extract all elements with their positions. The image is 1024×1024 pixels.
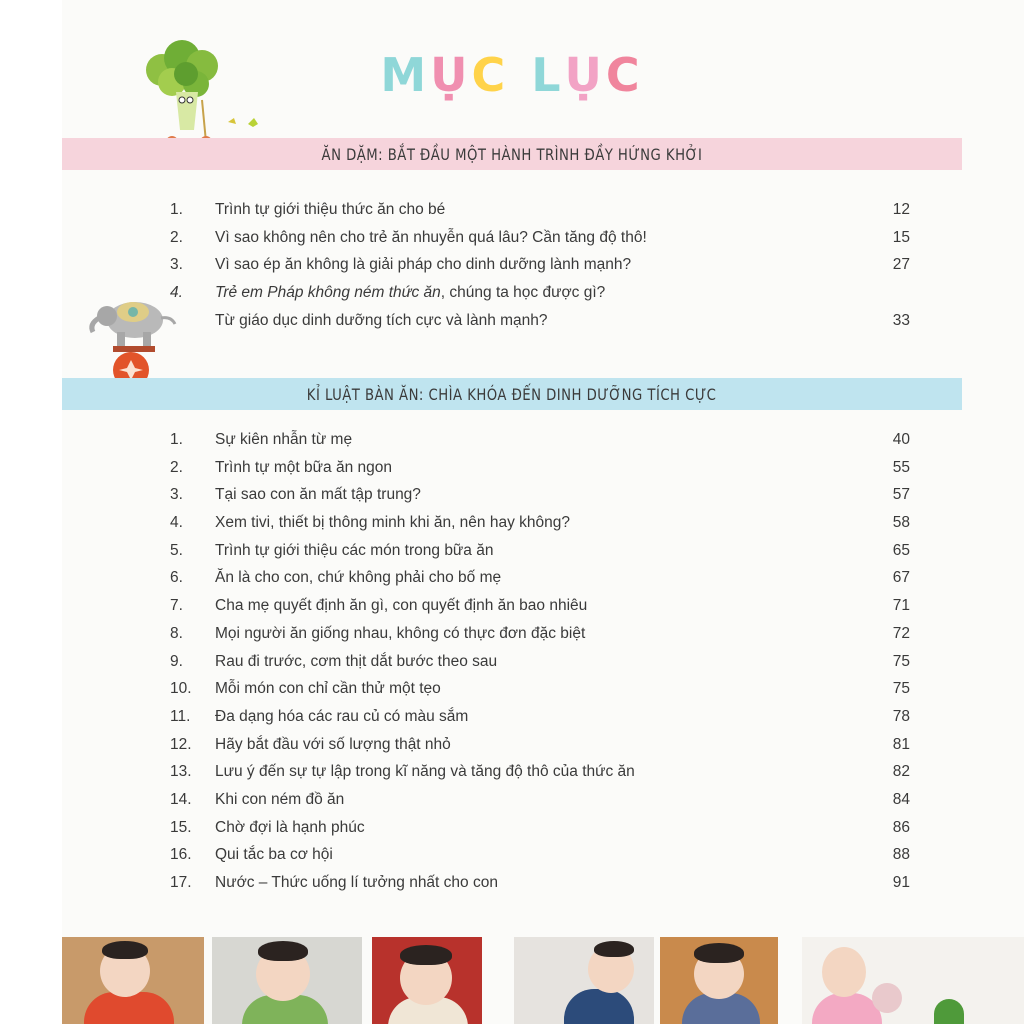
item-title-italic: Trẻ em Pháp không ném thức ăn bbox=[215, 284, 441, 302]
item-title: Nước – Thức uống lí tưởng nhất cho con bbox=[215, 874, 498, 891]
item-title: Chờ đợi là hạnh phúc bbox=[215, 818, 365, 836]
item-number: 3. bbox=[170, 256, 183, 274]
item-page: 82 bbox=[892, 763, 910, 781]
item-title: Tại sao con ăn mất tập trung? bbox=[215, 486, 421, 504]
item-number: 9. bbox=[170, 652, 183, 670]
baby-photo bbox=[62, 937, 204, 1024]
item-title: Khi con ném đồ ăn bbox=[215, 790, 345, 808]
item-page: 55 bbox=[892, 458, 910, 476]
elephant-on-tomato-icon bbox=[85, 292, 185, 392]
photo-strip bbox=[62, 937, 1024, 1024]
baby-photo bbox=[212, 937, 362, 1024]
toc-row bbox=[170, 426, 910, 454]
toc-row bbox=[170, 481, 910, 509]
item-number: 1. bbox=[170, 201, 183, 218]
toc-section-2 bbox=[170, 426, 910, 897]
item-title: Xem tivi, thiết bị thông minh khi ăn, nên hay không? bbox=[215, 514, 570, 532]
item-title: Lưu ý đến sự tự lập trong kĩ năng và tăng độ thô của thức ăn bbox=[215, 763, 635, 781]
title-letter: C bbox=[605, 48, 644, 102]
item-page: 91 bbox=[892, 874, 910, 891]
item-number: 11. bbox=[170, 707, 191, 725]
item-title: Trình tự giới thiệu các món trong bữa ăn bbox=[215, 541, 494, 559]
item-number: 16. bbox=[170, 846, 192, 864]
item-number: 1. bbox=[170, 431, 183, 448]
toc-row bbox=[170, 758, 910, 786]
baby-photo bbox=[802, 937, 1024, 1024]
toc-row bbox=[170, 307, 910, 335]
section-heading-band-1 bbox=[62, 138, 962, 170]
item-title: Qui tắc ba cơ hội bbox=[215, 846, 333, 864]
section-heading-2: KỈ LUẬT BÀN ĂN: CHÌA KHÓA ĐẾN DINH DƯỠNG TÍCH CỰC bbox=[307, 384, 717, 404]
item-page: 72 bbox=[892, 624, 910, 642]
toc-row bbox=[170, 648, 910, 676]
toc-row bbox=[170, 786, 910, 814]
baby-photo bbox=[372, 937, 482, 1024]
toc-row bbox=[170, 509, 910, 537]
item-number: 15. bbox=[170, 818, 192, 836]
item-number: 6. bbox=[170, 569, 183, 587]
toc-row bbox=[170, 869, 910, 897]
item-page: 86 bbox=[892, 818, 910, 836]
item-title: Vì sao ép ăn không là giải pháp cho dinh dưỡng lành mạnh? bbox=[215, 256, 632, 274]
baby-photo bbox=[660, 937, 778, 1024]
item-number: 5. bbox=[170, 541, 183, 559]
toc-row bbox=[170, 279, 910, 307]
item-page: 40 bbox=[892, 431, 910, 448]
item-page: 33 bbox=[892, 311, 910, 329]
item-number: 12. bbox=[170, 735, 192, 753]
toc-row bbox=[170, 703, 910, 731]
item-page: 75 bbox=[892, 652, 910, 670]
item-title: Đa dạng hóa các rau củ có màu sắm bbox=[215, 707, 469, 725]
toc-row bbox=[170, 196, 910, 224]
title-letter: Ụ bbox=[564, 48, 606, 102]
item-title: Hãy bắt đầu với số lượng thật nhỏ bbox=[215, 735, 451, 753]
page-title bbox=[0, 48, 1024, 102]
item-page: 75 bbox=[892, 680, 910, 698]
item-title: Rau đi trước, cơm thịt dắt bước theo sau bbox=[215, 652, 498, 670]
item-number: 10. bbox=[170, 680, 192, 698]
item-page: 88 bbox=[892, 846, 910, 864]
toc-row bbox=[170, 841, 910, 869]
item-title: Sự kiên nhẫn từ mẹ bbox=[215, 431, 353, 448]
item-title: Từ giáo dục dinh dưỡng tích cực và lành mạnh? bbox=[215, 311, 548, 329]
item-page: 58 bbox=[892, 514, 910, 532]
item-number: 8. bbox=[170, 624, 183, 642]
item-number: 4. bbox=[170, 514, 183, 532]
toc-section-1 bbox=[170, 196, 910, 334]
item-number: 4. bbox=[170, 284, 183, 302]
title-letter: Ụ bbox=[430, 48, 472, 102]
item-page: 12 bbox=[892, 201, 910, 218]
toc-row bbox=[170, 564, 910, 592]
item-page: 67 bbox=[892, 569, 910, 587]
item-page: 15 bbox=[892, 228, 910, 246]
item-number: 13. bbox=[170, 763, 192, 781]
toc-row bbox=[170, 675, 910, 703]
title-letter: L bbox=[531, 48, 565, 102]
item-page: 84 bbox=[892, 790, 910, 808]
item-title: Mọi người ăn giống nhau, không có thực đơn đặc biệt bbox=[215, 624, 586, 642]
item-page: 71 bbox=[892, 597, 910, 615]
item-title: Mỗi món con chỉ cần thử một tẹo bbox=[215, 680, 441, 698]
toc-row bbox=[170, 814, 910, 842]
item-title bbox=[215, 279, 605, 307]
item-title: Trình tự một bữa ăn ngon bbox=[215, 458, 392, 476]
page-margin bbox=[0, 0, 62, 1024]
item-number: 17. bbox=[170, 874, 192, 891]
section-heading-band-2 bbox=[62, 378, 962, 410]
title-letter: M bbox=[380, 48, 431, 102]
toc-row bbox=[170, 592, 910, 620]
item-title: Vì sao không nên cho trẻ ăn nhuyễn quá lâu? Cần tăng độ thô! bbox=[215, 228, 647, 246]
item-page: 57 bbox=[892, 486, 910, 504]
item-number: 3. bbox=[170, 486, 183, 504]
baby-photo bbox=[514, 937, 654, 1024]
item-page: 78 bbox=[892, 707, 910, 725]
item-number: 2. bbox=[170, 228, 183, 246]
toc-row bbox=[170, 454, 910, 482]
item-number: 14. bbox=[170, 790, 192, 808]
title-letter: C bbox=[471, 48, 510, 102]
toc-row bbox=[170, 731, 910, 759]
toc-row bbox=[170, 251, 910, 279]
item-page: 27 bbox=[892, 256, 910, 274]
toc-row bbox=[170, 620, 910, 648]
item-number: 2. bbox=[170, 458, 183, 476]
item-page: 65 bbox=[892, 541, 910, 559]
item-page: 81 bbox=[892, 735, 910, 753]
item-number: 7. bbox=[170, 597, 183, 615]
item-title: Trình tự giới thiệu thức ăn cho bé bbox=[215, 201, 446, 218]
toc-row bbox=[170, 537, 910, 565]
item-title-rest: , chúng ta học được gì? bbox=[440, 284, 606, 302]
item-title: Cha mẹ quyết định ăn gì, con quyết định ăn bao nhiêu bbox=[215, 597, 588, 615]
item-title: Ăn là cho con, chứ không phải cho bố mẹ bbox=[215, 569, 502, 587]
section-heading-1: ĂN DẶM: BẮT ĐẦU MỘT HÀNH TRÌNH ĐẦY HỨNG KHỞI bbox=[321, 144, 703, 164]
toc-row bbox=[170, 224, 910, 252]
